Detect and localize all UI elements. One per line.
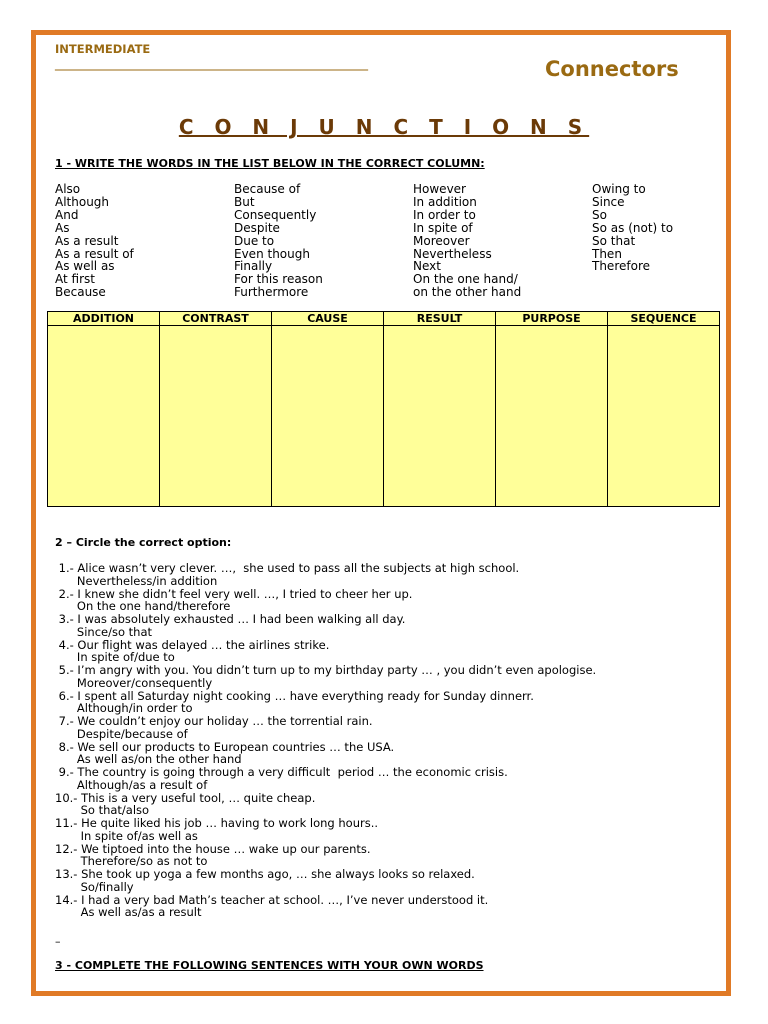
category-header: CONTRAST (160, 312, 272, 326)
word-item: Although (55, 194, 110, 209)
exercise-sentence: 5.- I’m angry with you. You didn’t turn up to my birthday party … , you didn’t even apologise. (55, 663, 597, 677)
word-item: on the other hand (413, 285, 522, 300)
word-item: Despite (234, 220, 280, 235)
exercise-options[interactable]: As well as/as a result (55, 905, 202, 920)
exercise-sentence: 11.- He quite liked his job … having to work long hours.. (55, 816, 379, 830)
exercise-options[interactable]: Since/so that (55, 624, 153, 639)
exercise-options[interactable]: Nevertheless/in addition (55, 573, 218, 588)
word-item: Because of (234, 182, 301, 196)
exercise-options[interactable]: On the one hand/therefore (55, 599, 231, 614)
word-item: Next (413, 259, 441, 274)
category-header: RESULT (384, 312, 496, 326)
exercise-sentence: 7.- We couldn’t enjoy our holiday … the torrential rain. (55, 714, 373, 728)
word-item: As a result of (55, 246, 134, 261)
word-item: Because (55, 285, 106, 300)
word-item: Furthermore (234, 285, 309, 300)
word-item: In spite of (413, 220, 473, 235)
exercise-options[interactable]: So that/also (55, 803, 150, 818)
exercise-sentence: 14.- I had a very bad Math’s teacher at school. …, I’ve never understood it. (55, 892, 489, 907)
exercise-list (55, 562, 715, 919)
exercise-options[interactable]: So/finally (55, 879, 134, 894)
category-answer-cell[interactable] (272, 326, 384, 507)
word-item: So (592, 207, 607, 222)
exercise-options[interactable]: Therefore/so as not to (55, 854, 208, 869)
word-item: On the one hand/ (413, 272, 518, 287)
exercise-sentence: 3.- I was absolutely exhausted … I had been walking all day. (55, 612, 406, 626)
word-item: Finally (234, 259, 273, 274)
word-item: Consequently (234, 207, 317, 222)
exercise-sentence: 13.- She took up yoga a few months ago, … she always looks so relaxed. (55, 867, 475, 881)
word-item: So as (not) to (592, 220, 674, 235)
word-item: As (55, 220, 70, 235)
category-answer-cell[interactable] (48, 326, 160, 507)
word-item: Nevertheless (413, 246, 492, 261)
section1-heading: 1 - WRITE THE WORDS IN THE LIST BELOW IN THE CORRECT COLUMN: (55, 157, 485, 170)
exercise-options[interactable]: In spite of/due to (55, 650, 175, 665)
category-answer-cell[interactable] (160, 326, 272, 507)
category-header: PURPOSE (496, 312, 608, 326)
category-answer-cell[interactable] (384, 326, 496, 507)
exercise-options[interactable]: Although/in order to (55, 701, 193, 716)
exercise-options[interactable]: Despite/because of (55, 726, 188, 741)
word-item: Since (592, 194, 625, 209)
category-table (47, 311, 720, 507)
exercise-sentence: 12.- We tiptoed into the house … wake up our parents. (55, 841, 371, 856)
exercise-sentence: 10.- This is a very useful tool, … quite cheap. (55, 790, 316, 805)
word-item: As well as (55, 259, 115, 274)
section2-heading: 2 – Circle the correct option: (55, 536, 232, 549)
word-item: In order to (413, 207, 476, 222)
exercise-sentence: 1.- Alice wasn’t very clever. …, she used to pass all the subjects at high school. (55, 561, 520, 575)
word-item: Also (55, 182, 81, 196)
exercise-sentence: 6.- I spent all Saturday night cooking … have everything ready for Sunday dinnerr. (55, 688, 534, 703)
name-line: ____________________________________________________ (55, 55, 367, 71)
word-item: Due to (234, 233, 275, 248)
word-column (234, 183, 323, 299)
stray-dash: – (55, 935, 61, 948)
exercise-options[interactable]: In spite of/as well as (55, 828, 198, 843)
category-header: SEQUENCE (608, 312, 720, 326)
word-item: As a result (55, 233, 119, 248)
word-item: In addition (413, 194, 477, 209)
word-item: Therefore (592, 259, 650, 274)
word-item: So that (592, 233, 636, 248)
category-answer-cell[interactable] (608, 326, 720, 507)
topic-title: Connectors (545, 57, 679, 81)
word-column (592, 183, 673, 273)
word-item: Moreover (413, 233, 470, 248)
exercise-options[interactable]: Although/as a result of (55, 777, 208, 792)
word-item: However (413, 182, 466, 196)
category-header: ADDITION (48, 312, 160, 326)
word-item: Then (592, 246, 622, 261)
word-item: For this reason (234, 272, 323, 287)
section3-heading: 3 - COMPLETE THE FOLLOWING SENTENCES WITH YOUR OWN WORDS (55, 959, 484, 972)
category-answer-cell[interactable] (496, 326, 608, 507)
word-column (413, 183, 521, 299)
exercise-sentence: 2.- I knew she didn’t feel very well. …, I tried to cheer her up. (55, 586, 413, 601)
exercise-options[interactable]: Moreover/consequently (55, 675, 213, 690)
word-item: At first (55, 272, 95, 287)
exercise-options[interactable]: As well as/on the other hand (55, 752, 242, 767)
word-item: Even though (234, 246, 310, 261)
exercise-sentence: 4.- Our flight was delayed … the airlines strike. (55, 637, 330, 652)
exercise-sentence: 8.- We sell our products to European countries … the USA. (55, 739, 395, 754)
level-label: INTERMEDIATE (55, 42, 151, 56)
word-column (55, 183, 134, 299)
word-item: Owing to (592, 182, 646, 196)
word-item: But (234, 194, 255, 209)
page-title: C O N J U N C T I O N S (178, 115, 590, 139)
word-item: And (55, 207, 79, 222)
exercise-sentence: 9.- The country is going through a very difficult period … the economic crisis. (55, 765, 508, 779)
category-header: CAUSE (272, 312, 384, 326)
